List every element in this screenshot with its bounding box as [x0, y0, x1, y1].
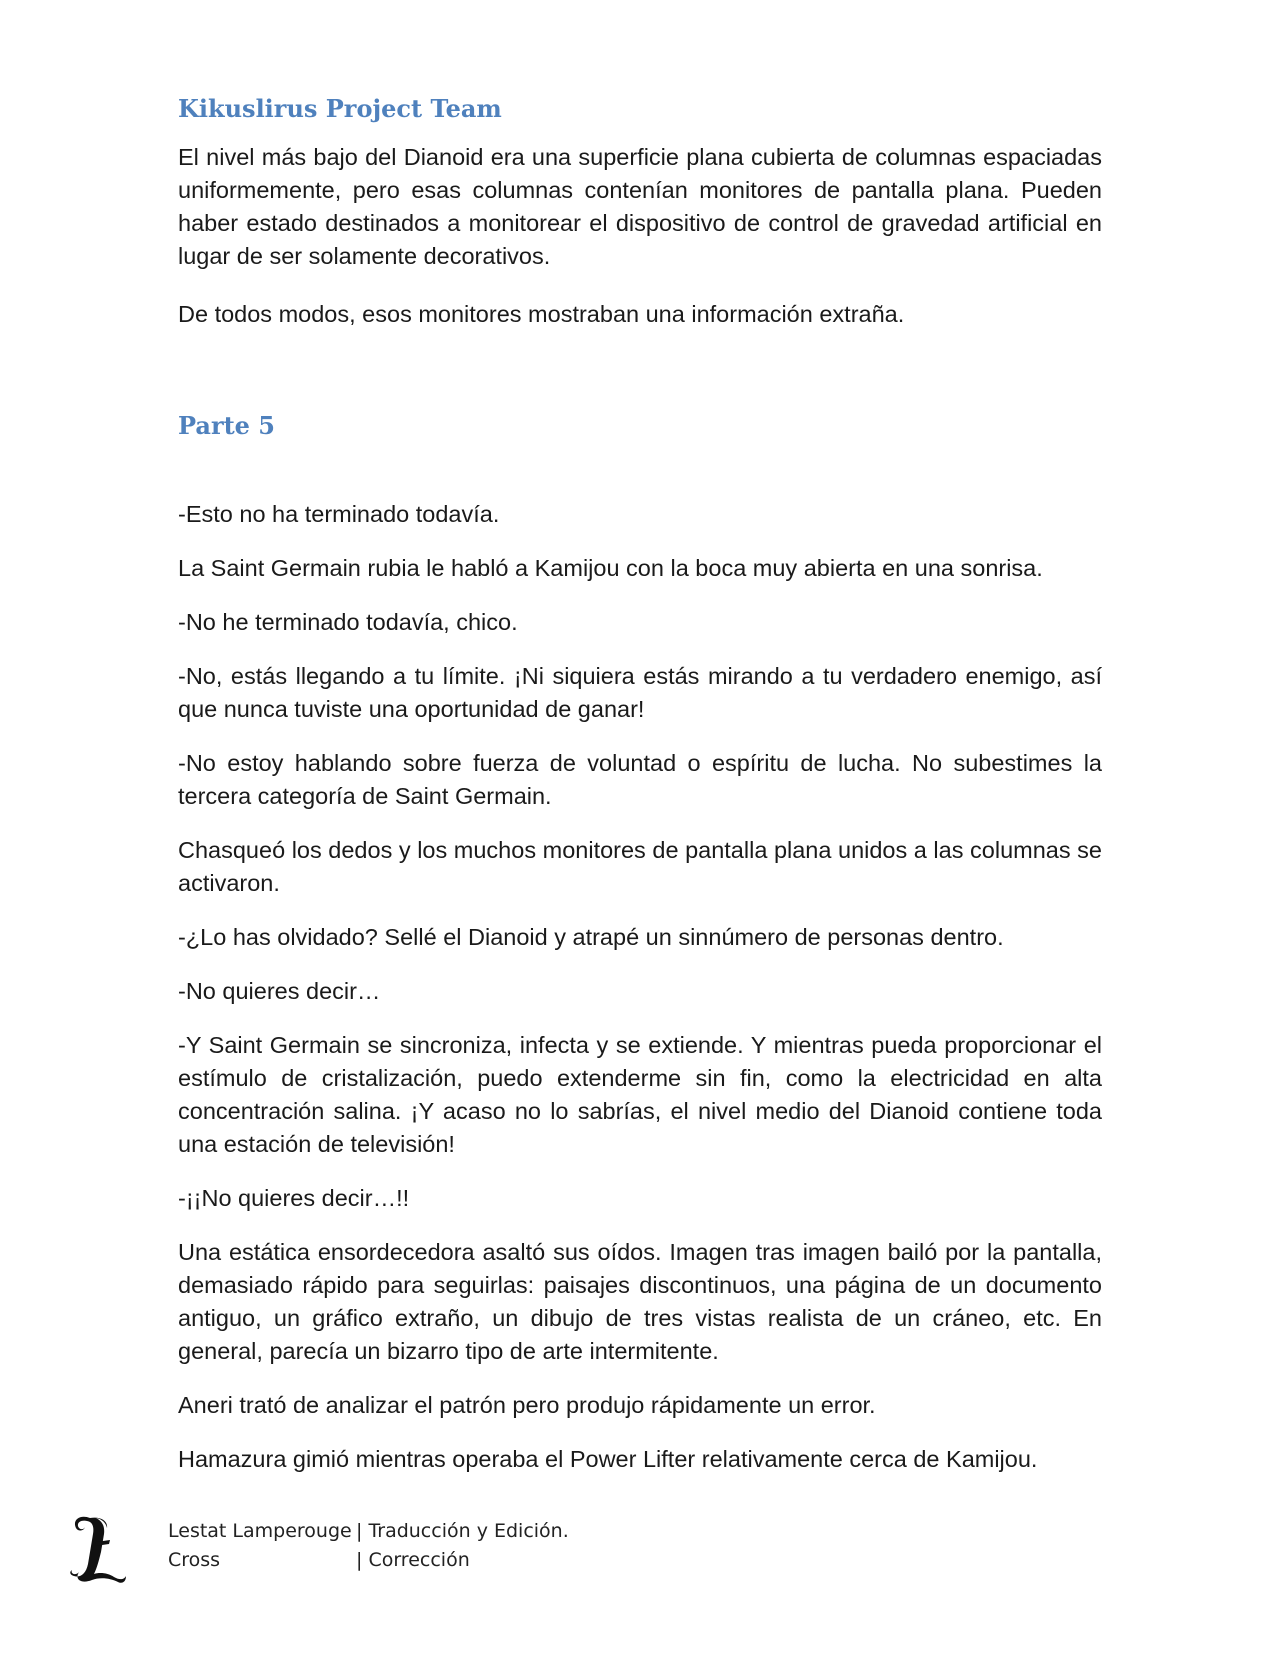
paragraph-3: -Esto no ha terminado todavía. — [178, 501, 500, 527]
footer-credits — [168, 1516, 569, 1574]
paragraph-14: Aneri trató de analizar el patrón pero produjo rápidamente un error. — [178, 1392, 876, 1418]
paragraph-13: Una estática ensordecedora asaltó sus oídos. Imagen tras imagen bailó por la pantalla, demasiado rápido para seguirlas: paisajes discontinuos, una página de un documento antiguo, un gráfico extraño, un dibujo de tres vistas realista de un cráneo, etc. En general, parecía un bizarro tipo de arte intermitente. — [178, 1239, 1102, 1364]
paragraph-10: -No quieres decir… — [178, 978, 381, 1004]
paragraph-9: -¿Lo has olvidado? Sellé el Dianoid y atrapé un sinnúmero de personas dentro. — [178, 924, 1004, 950]
credit-name: Lestat Lamperouge — [168, 1519, 352, 1542]
paragraph-11: -Y Saint Germain se sincroniza, infecta y se extiende. Y mientras pueda proporcionar el estímulo de cristalización, puedo extenderme sin fin, como la electricidad en alta concentración salina. ¡Y acaso no lo sabrías, el nivel medio del Dianoid contiene toda una estación de televisión! — [178, 1032, 1102, 1157]
footer-credit-row — [168, 1545, 569, 1574]
paragraph-6: -No, estás llegando a tu límite. ¡Ni siquiera estás mirando a tu verdadero enemigo, así que nunca tuviste una oportunidad de ganar! — [178, 663, 1102, 722]
paragraph-8: Chasqueó los dedos y los muchos monitores de pantalla plana unidos a las columnas se activaron. — [178, 837, 1102, 896]
paragraph-2: De todos modos, esos monitores mostraban una información extraña. — [178, 301, 905, 327]
credit-role: | Corrección — [356, 1548, 470, 1571]
credit-role: | Traducción y Edición. — [356, 1519, 569, 1542]
paragraph-5: -No he terminado todavía, chico. — [178, 609, 518, 635]
paragraph-12: -¡¡No quieres decir…!! — [178, 1185, 410, 1211]
team-heading: Kikuslirus Project Team — [178, 94, 502, 123]
paragraph-7: -No estoy hablando sobre fuerza de voluntad o espíritu de lucha. No subestimes la tercera categoría de Saint Germain. — [178, 750, 1102, 809]
footer-credit-row — [168, 1516, 569, 1545]
credit-name: Cross — [168, 1548, 221, 1571]
part-heading: Parte 5 — [178, 411, 276, 440]
paragraph-15: Hamazura gimió mientras operaba el Power Lifter relativamente cerca de Kamijou. — [178, 1446, 1038, 1472]
paragraph-4: La Saint Germain rubia le habló a Kamijou con la boca muy abierta en una sonrisa. — [178, 555, 1043, 581]
paragraph-1: El nivel más bajo del Dianoid era una superficie plana cubierta de columnas espaciadas uniformemente, pero esas columnas contenían monitores de pantalla plana. Pueden haber estado destinados a monitorear el dispositivo de control de gravedad artificial en lugar de ser solamente decorativos. — [178, 144, 1102, 269]
gothic-l-logo-icon — [66, 1512, 128, 1588]
